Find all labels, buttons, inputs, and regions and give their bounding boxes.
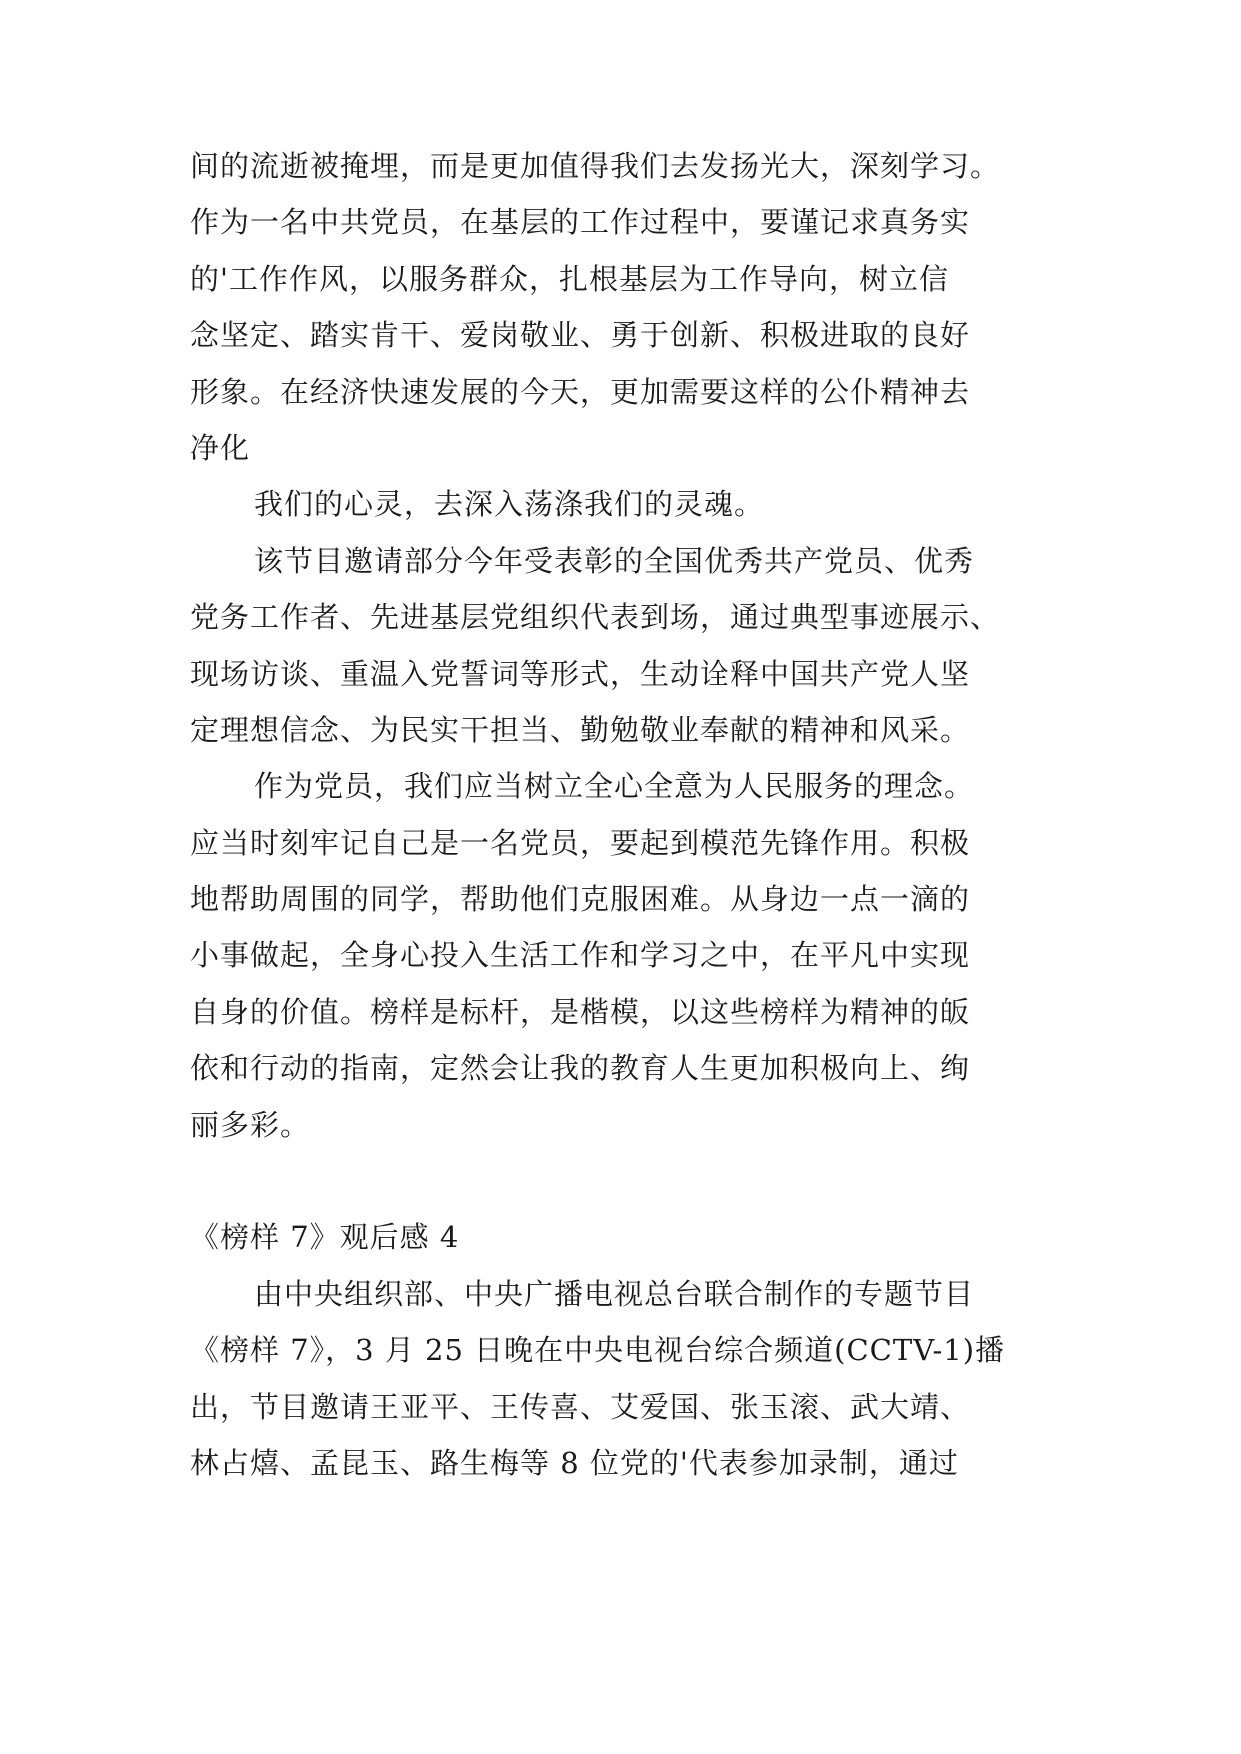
- paragraph-party-member: [190, 758, 1070, 1153]
- text-line: 间的流逝被掩埋，而是更加值得我们去发扬光大，深刻学习。: [190, 149, 1001, 183]
- text-line: 净化: [190, 430, 251, 465]
- document-body: [190, 138, 1070, 1491]
- text-line: 由中央组织部、中央广播电视总台联合制作的专题节目: [254, 1276, 975, 1311]
- text-line: 出，节目邀请王亚平、王传喜、艾爱国、张玉滚、武大靖、: [190, 1389, 971, 1424]
- text-line: 丽多彩。: [190, 1107, 311, 1142]
- text-line: 党务工作者、先进基层党组织代表到场，通过典型事迹展示、: [190, 600, 1001, 635]
- blank-line: [190, 1153, 1070, 1209]
- paragraph-production: [190, 1266, 1070, 1492]
- text-line: 自身的价值。榜样是标杆，是楷模，以这些榜样为精神的皈: [190, 994, 971, 1029]
- text-line: 依和行动的指南，定然会让我的教育人生更加积极向上、绚: [190, 1051, 971, 1086]
- text-line: 小事做起，全身心投入生活工作和学习之中，在平凡中实现: [190, 938, 971, 973]
- text-line: 《榜样 7》，3 月 25 日晚在中央电视台综合频道(CCTV-1)播: [190, 1333, 1006, 1368]
- section-title: 《榜样 7》观后感 4: [190, 1220, 460, 1255]
- text-line: 形象。在经济快速发展的今天，更加需要这样的公仆精神去: [190, 374, 971, 409]
- text-line: 的'工作作风，以服务群众，扎根基层为工作导向，树立信: [190, 261, 949, 296]
- paragraph-continuation: [190, 138, 1070, 476]
- text-line: 林占熺、孟昆玉、路生梅等 8 位党的'代表参加录制，通过: [190, 1445, 959, 1480]
- text-line: 该节目邀请部分今年受表彰的全国优秀共产党员、优秀: [254, 543, 975, 578]
- paragraph-soul: [190, 476, 1070, 532]
- text-line: 定理想信念、为民实干担当、勤勉敬业奉献的精神和风采。: [190, 712, 971, 747]
- text-line: 我们的心灵，去深入荡涤我们的灵魂。: [254, 487, 765, 522]
- text-line: 应当时刻牢记自己是一名党员，要起到模范先锋作用。积极: [190, 825, 971, 860]
- paragraph-program: [190, 533, 1070, 759]
- text-line: 作为一名中共党员，在基层的工作过程中，要谨记求真务实: [190, 205, 971, 240]
- text-line: 现场访谈、重温入党誓词等形式，生动诠释中国共产党人坚: [190, 656, 971, 691]
- text-line: 作为党员，我们应当树立全心全意为人民服务的理念。: [254, 769, 975, 804]
- text-line: 念坚定、踏实肯干、爱岗敬业、勇于创新、积极进取的良好: [190, 318, 971, 353]
- section-heading: [190, 1209, 1070, 1265]
- text-line: 地帮助周围的同学，帮助他们克服困难。从身边一点一滴的: [190, 882, 971, 917]
